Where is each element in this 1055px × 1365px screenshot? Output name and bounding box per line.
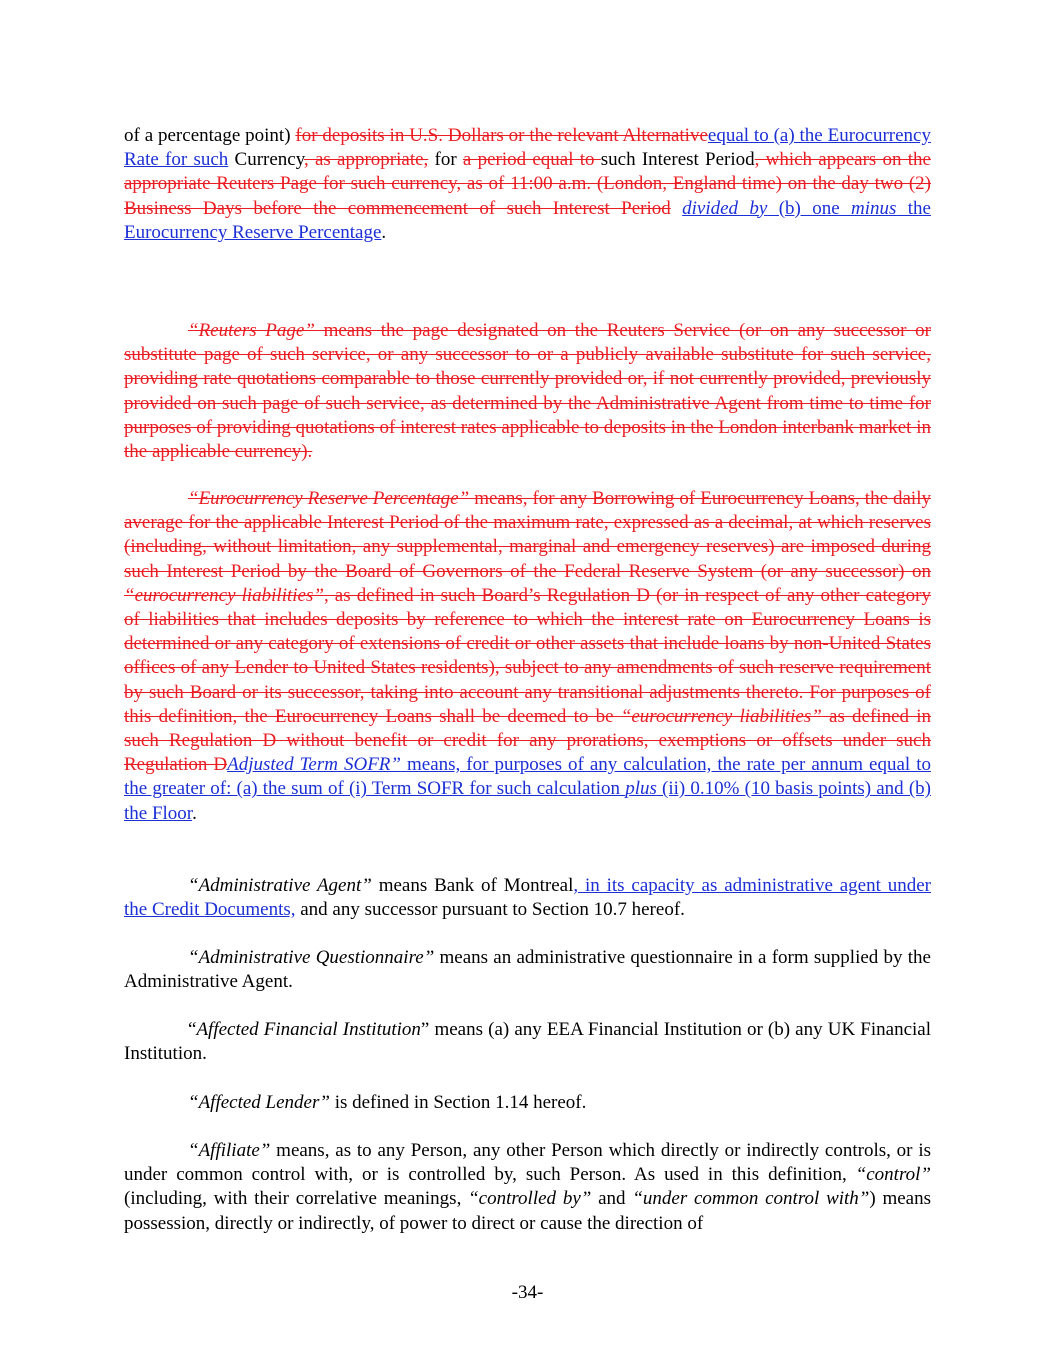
inserted-italic-text: plus	[625, 778, 657, 800]
paragraph-eurocurrency-rate-continuation	[124, 124, 931, 245]
text: means, as to any Person, any other Person which directly or indirectly controls, or is under common control with, or is controlled by, such Person. As used in this definition,	[124, 1140, 931, 1186]
deleted-text: , as defined in such Board’s Regulation D (or in respect of any other category of liabilities that includes deposits by reference to which the interest rate on Eurocurrency Loans is determined or any category of extensions of credit or other assets that include loans by non-United States offices of any Lender to United States residents), subject to any amendments of such reserve requirement by such Board or its successor, taking into account any transitional adjustments thereto. For purposes of this definition, the Eurocurrency Loans shall be deemed to be	[124, 584, 932, 727]
inserted-text: , in its capacity as administrative agent under the Credit Documents,	[124, 875, 931, 921]
deleted-text: , as appropriate,	[303, 149, 429, 171]
text: (including, with their correlative meanings,	[124, 1188, 469, 1210]
text: “	[188, 1019, 197, 1040]
inserted-text: (ii) 0.10% (10 basis points) and (b) the Floor	[124, 778, 931, 824]
inserted-text: equal to (a) the Eurocurrency Rate for such	[124, 125, 931, 171]
inserted-italic-text: minus	[851, 197, 897, 219]
deleted-text: means, for any Borrowing of Eurocurrency Loans, the daily average for the applicable Interest Period of the maximum rate, expressed as a decimal, at which reserves (including, without limitation, any supplemental, marginal and emergency reserves) are imposed during such Interest Period by the Board of Governors of the Federal Reserve System (or any successor) on	[124, 488, 931, 582]
definition-reuters-page	[124, 319, 931, 464]
deleted-italic-text: “eurocurrency liabilities”	[124, 584, 324, 606]
inserted-italic-text: divided by	[682, 197, 768, 219]
deleted-text: means the page designated on the Reuters Service (or on any successor or substitute page of such service, or any successor to or a publicly available substitute for such service, providing rate quotations comparable to those currently provided or, if not currently provided, previously provided on such page of such service, as determined by the Administrative Agent from time to time for purposes of providing quotations of interest rates applicable to deposits in the London interbank market in the applicable currency).	[124, 320, 931, 463]
deleted-italic-text: “eurocurrency liabilities”	[620, 705, 822, 727]
text: .	[192, 802, 197, 824]
text: means an administrative questionnaire in a form supplied by the Administrative Agent.	[124, 947, 931, 993]
definition-affected-financial-institution	[124, 1018, 931, 1066]
deleted-text: as defined in such Regulation D without benefit or credit for any prorations, exemptions or offsets under such Regulation D	[124, 705, 931, 776]
deleted-term: “Eurocurrency Reserve Percentage”	[188, 488, 470, 509]
defined-term: “under common control with”	[632, 1188, 870, 1210]
defined-term: “Administrative Questionnaire”	[188, 947, 435, 968]
inserted-text: the Eurocurrency Reserve Percentage	[124, 197, 931, 243]
inserted-text: means, for purposes of any calculation, the rate per annum equal to the greater of: (a) the sum of (i) Term SOFR for such calculation	[124, 754, 931, 800]
text: .	[381, 221, 387, 243]
text: ” means (a) any EEA Financial Institution or (b) any UK Financial Institution.	[124, 1019, 931, 1065]
text: ) means possession, directly or indirectly, of power to direct or cause the direction of	[124, 1188, 932, 1234]
deleted-text: for deposits in U.S. Dollars or the relevant Alternative	[295, 125, 708, 146]
text: of a percentage point)	[124, 125, 296, 146]
defined-term: “Affiliate”	[188, 1140, 271, 1161]
definition-affiliate	[124, 1139, 931, 1236]
defined-term: “Affected Lender”	[188, 1092, 330, 1113]
text: means Bank of Montreal	[371, 875, 574, 896]
text: and any successor pursuant to Section 10.7 hereof.	[295, 899, 685, 921]
inserted-text: (b) one	[767, 197, 852, 219]
defined-term: “Administrative Agent”	[188, 875, 372, 896]
defined-term: Affected Financial Institution	[196, 1019, 421, 1040]
text: such Interest Period	[600, 149, 755, 171]
text: is defined in Section 1.14 hereof.	[329, 1092, 587, 1113]
definition-affected-lender	[124, 1091, 931, 1115]
text: Currency	[228, 149, 304, 171]
inserted-term: Adjusted Term SOFR”	[227, 754, 401, 776]
definition-eurocurrency-reserve-percentage	[124, 487, 931, 826]
deleted-text: , which appears on the appropriate Reuters Page for such currency, as of 11:00 a.m. (London, England time) on the day two (2) Business Days before the commencement of such Interest Period	[124, 149, 931, 219]
deleted-term: “Reuters Page”	[188, 320, 315, 341]
text: for	[428, 149, 463, 171]
page-number: -34-	[511, 1282, 544, 1303]
definition-administrative-agent	[124, 874, 931, 922]
deleted-text: a period equal to	[462, 149, 601, 171]
definition-administrative-questionnaire	[124, 946, 931, 994]
defined-term: “control”	[855, 1164, 931, 1186]
text: and	[591, 1188, 633, 1210]
defined-term: “controlled by”	[468, 1188, 592, 1210]
